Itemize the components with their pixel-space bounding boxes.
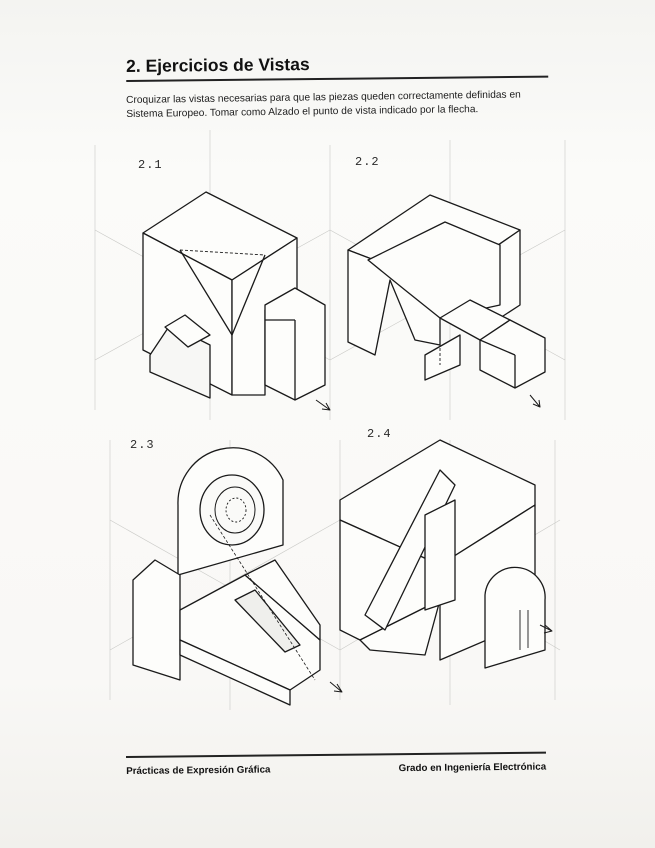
footer-course-name: Prácticas de Expresión Gráfica (126, 763, 271, 777)
instructions-line-1: Croquizar las vistas necesarias para que las piezas queden correctamente definidas en (126, 89, 521, 106)
exercise-2-1-drawing (143, 192, 330, 410)
exercise-label-2-1: 2.1 (138, 158, 163, 172)
page-title: 2. Ejercicios de Vistas (126, 54, 310, 76)
exercise-2-2-drawing (348, 195, 545, 407)
exercise-label-2-4: 2.4 (367, 427, 392, 441)
instructions-line-2: Sistema Europeo. Tomar como Alzado el punto de vista indicado por la flecha. (126, 104, 479, 120)
exercise-label-2-2: 2.2 (355, 155, 380, 169)
footer-degree-name: Grado en Ingeniería Electrónica (398, 761, 547, 774)
exercise-2-4-drawing (340, 440, 552, 668)
page-footer (126, 752, 546, 777)
exercise-2-3-drawing (133, 448, 342, 705)
exercise-label-2-3: 2.3 (130, 438, 155, 452)
